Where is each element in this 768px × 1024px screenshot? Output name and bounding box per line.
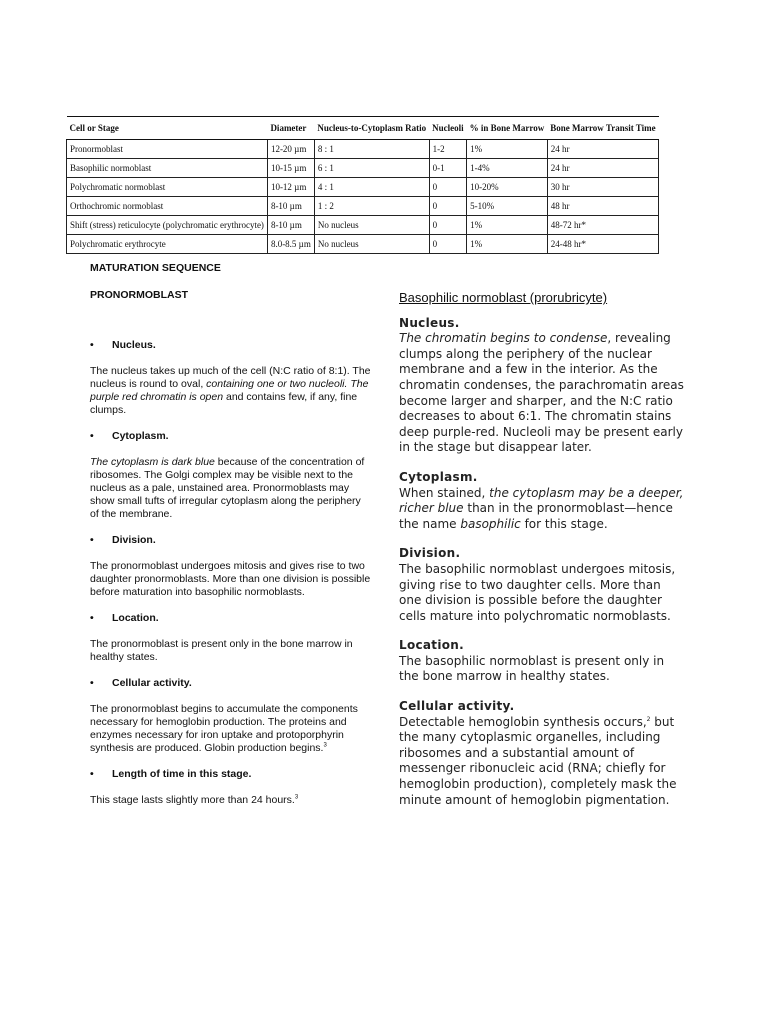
table-cell: Polychromatic normoblast — [67, 178, 268, 197]
activity-label: • Cellular activity. — [90, 677, 372, 690]
col-header: Diameter — [267, 117, 314, 140]
table-cell: 0 — [429, 216, 467, 235]
table-cell: 8-10 µm — [267, 197, 314, 216]
division-label: • Division. — [90, 534, 372, 547]
col-header: Cell or Stage — [67, 117, 268, 140]
table-row — [67, 140, 659, 159]
table-cell: 5-10% — [467, 197, 548, 216]
table-cell: Orthochromic normoblast — [67, 197, 268, 216]
pronormoblast-column — [90, 262, 372, 807]
time-label: • Length of time in this stage. — [90, 768, 372, 781]
table-cell: 0 — [429, 235, 467, 254]
reference-mark[interactable]: 3 — [294, 794, 299, 801]
location-label: Location. — [399, 638, 464, 653]
division-label: Division. — [399, 546, 461, 561]
location-paragraph: The basophilic normoblast is present only in the bone marrow in healthy states. — [399, 653, 665, 684]
table-cell: 1% — [467, 216, 548, 235]
table-row — [67, 159, 659, 178]
nucleus-label: Nucleus. — [399, 315, 460, 330]
reference-mark[interactable]: 3 — [323, 742, 327, 749]
table-cell: Basophilic normoblast — [67, 159, 268, 178]
cytoplasm-paragraph: When stained, the cytoplasm may be a deeper, richer blue than in the pronormoblast—hence the name basophilic for this stage. — [399, 485, 684, 531]
table-cell: 10-20% — [467, 178, 548, 197]
table-cell: 0-1 — [429, 159, 467, 178]
activity-paragraph: The pronormoblast begins to accumulate the components necessary for hemoglobin production. The proteins and enzymes necessary for iron uptake and protoporphyrin synthesis are produced. Globin production begins.$^3$ — [90, 703, 358, 754]
table-cell: 6 : 1 — [314, 159, 429, 178]
table-cell: 12-20 µm — [267, 140, 314, 159]
location-label: • Location. — [90, 612, 372, 625]
activity-paragraph: Detectable hemoglobin synthesis occurs,$^2$ but the many cytoplasmic organelles, including ribosomes and a substantial amount of messenger ribonucleic acid (RNA; chiefly for hemoglobin production), completely mask the minute amount of hemoglobin pigmentation. — [399, 714, 677, 807]
table-cell: 10-12 µm — [267, 178, 314, 197]
col-header: Bone Marrow Transit Time — [547, 117, 658, 140]
table-cell: Pronormoblast — [67, 140, 268, 159]
col-header: Nucleoli — [429, 117, 467, 140]
cytoplasm-label: Cytoplasm. — [399, 469, 478, 484]
table-cell: 0 — [429, 197, 467, 216]
cell-stage-table — [66, 116, 659, 254]
cytoplasm-paragraph: The cytoplasm is dark blue because of the concentration of ribosomes. The Golgi complex may be visible next to the nucleus as a pale, unstained area. Pronormoblasts may show small tufts of irregular cytoplasm along the periphery of the membrane. — [90, 456, 365, 520]
col-header: % in Bone Marrow — [467, 117, 548, 140]
table-cell: 4 : 1 — [314, 178, 429, 197]
reference-mark[interactable]: 2 — [646, 715, 651, 723]
table-row — [67, 197, 659, 216]
table-header-row — [67, 117, 659, 140]
table-cell: 1-2 — [429, 140, 467, 159]
division-paragraph: The pronormoblast undergoes mitosis and gives rise to two daughter pronormoblasts. More than one division is possible before maturation into basophilic normoblasts. — [90, 560, 371, 598]
table-cell: Shift (stress) reticulocyte (polychromatic erythrocyte) — [67, 216, 268, 235]
stage-heading: PRONORMOBLAST — [90, 289, 188, 301]
table-row — [67, 216, 659, 235]
table-cell: 10-15 µm — [267, 159, 314, 178]
table-cell: 8 : 1 — [314, 140, 429, 159]
basophilic-column — [399, 290, 684, 808]
nucleus-label: • Nucleus. — [90, 339, 372, 352]
time-paragraph: This stage lasts slightly more than 24 hours.$^3$ — [90, 794, 299, 806]
nucleus-paragraph: The chromatin begins to condense, revealing clumps along the periphery of the nuclear membrane and a few in the interior. As the chromatin condenses, the parachromatin areas become larger and sharper, and the N:C ratio decreases to about 6:1. The chromatin stains deep purple-red. Nucleoli may be present early in the stage but disappear later. — [399, 331, 684, 455]
table-row — [67, 178, 659, 197]
table-cell: 8.0-8.5 µm — [267, 235, 314, 254]
table-cell: 0 — [429, 178, 467, 197]
nucleus-paragraph: The nucleus takes up much of the cell (N:C ratio of 8:1). The nucleus is round to oval, containing one or two nucleoli. The purple red chromatin is open and contains few, if any, fine clumps. — [90, 365, 371, 416]
table-cell: 1% — [467, 140, 548, 159]
table-cell: 24-48 hr* — [547, 235, 658, 254]
table-cell: 24 hr — [547, 140, 658, 159]
table-cell: Polychromatic erythrocyte — [67, 235, 268, 254]
table-cell: 1 : 2 — [314, 197, 429, 216]
table-cell: 8-10 µm — [267, 216, 314, 235]
activity-label: Cellular activity. — [399, 699, 515, 714]
division-paragraph: The basophilic normoblast undergoes mitosis, giving rise to two daughter cells. More than one division is possible before the daughter cells mature into polychromatic normoblasts. — [399, 561, 676, 623]
section-heading: MATURATION SEQUENCE — [90, 262, 221, 274]
table-cell: No nucleus — [314, 235, 429, 254]
table-cell: No nucleus — [314, 216, 429, 235]
table-cell: 48-72 hr* — [547, 216, 658, 235]
cytoplasm-label: • Cytoplasm. — [90, 430, 372, 443]
table-cell: 1-4% — [467, 159, 548, 178]
table-cell: 48 hr — [547, 197, 658, 216]
table-cell: 24 hr — [547, 159, 658, 178]
col-header: Nucleus-to-Cytoplasm Ratio — [314, 117, 429, 140]
table-cell: 30 hr — [547, 178, 658, 197]
location-paragraph: The pronormoblast is present only in the bone marrow in healthy states. — [90, 638, 353, 663]
table-cell: 1% — [467, 235, 548, 254]
stage-title: Basophilic normoblast (prorubricyte) — [399, 290, 608, 305]
table-row — [67, 235, 659, 254]
